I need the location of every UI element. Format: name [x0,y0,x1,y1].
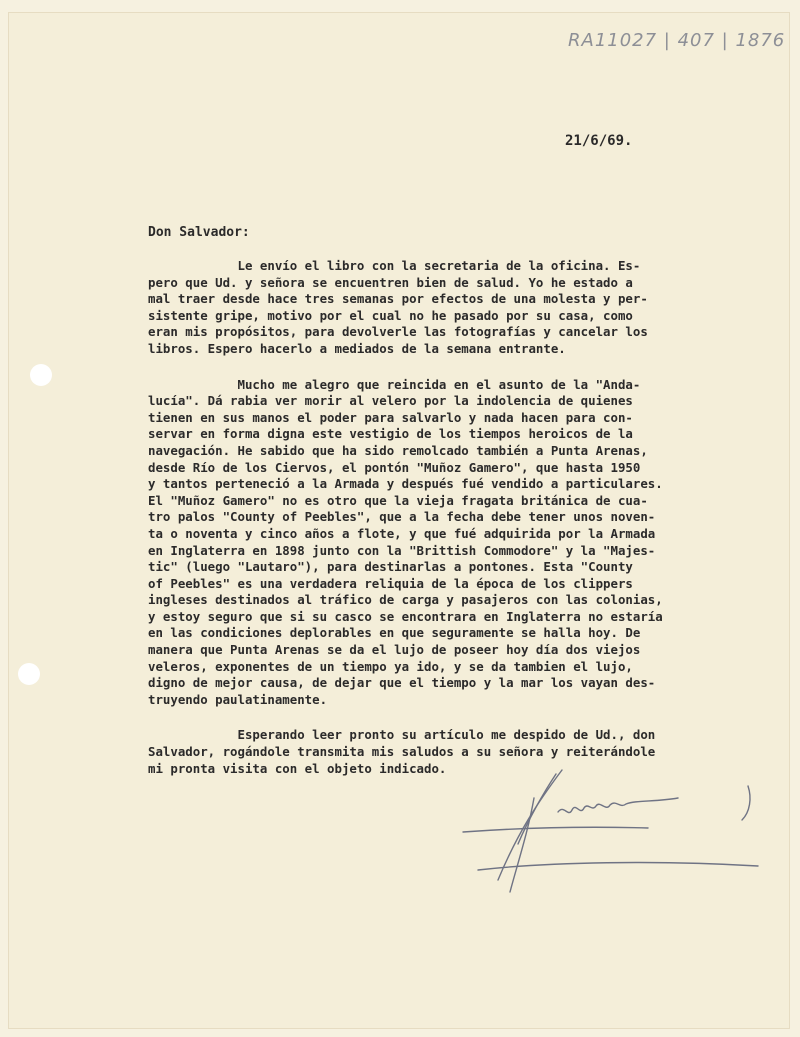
text-line: tienen en sus manos el poder para salvarlo y nada hacen para con- [148,409,633,425]
text-line: sistente gripe, motivo por el cual no he pasado por su casa, como [148,307,633,323]
text-line: of Peebles" es una verdadera reliquia de la época de los clippers [148,575,633,591]
text-line: truyendo paulatinamente. [148,691,328,707]
text-line: en Inglaterra en 1898 junto con la "Brittish Commodore" y la "Majes- [148,542,656,558]
text-line: tro palos "County of Peebles", que a la fecha debe tener unos noven- [148,509,656,525]
body-paragraph [148,258,788,358]
text-line: ta o noventa y cinco años a flote, y que fué adquirida por la Armada [148,525,656,541]
text-line: Esperando leer pronto su artículo me despido de Ud., don [148,727,656,743]
text-line: digno de mejor causa, de dejar que el tiempo y la mar los vayan des- [148,675,656,691]
letter-body [148,258,788,796]
salutation: Don Salvador: [148,225,250,240]
archive-reference: RA11027 | 407 | 1876 [568,30,786,51]
text-line: servar en forma digna este vestigio de los tiempos heroicos de la [148,426,633,442]
text-line: Le envío el libro con la secretaria de la oficina. Es- [148,258,641,273]
text-line: libros. Espero hacerlo a mediados de la semana entrante. [148,340,566,356]
body-paragraph [148,377,788,709]
text-line: y tantos perteneció a la Armada y después fué vendido a particulares. [148,476,663,492]
text-line: desde Río de los Ciervos, el pontón "Muñoz Gamero", que hasta 1950 [148,459,641,475]
letter-date: 21/6/69. [565,133,633,149]
text-line: ingleses destinados al tráfico de carga y pasajeros con las colonias, [148,592,663,608]
text-line: tic" (luego "Lautaro"), para destinarlas a pontones. Esta "County [148,559,633,575]
punch-hole-icon [30,364,52,386]
text-line: mi pronta visita con el objeto indicado. [148,760,447,776]
text-line: eran mis propósitos, para devolverle las fotografías y cancelar los [148,324,648,340]
text-line: en las condiciones deplorables en que seguramente se halla hoy. De [148,625,641,641]
text-line: navegación. He sabido que ha sido remolcado también a Punta Arenas, [148,442,648,458]
text-line: El "Muñoz Gamero" no es otro que la vieja fragata británica de cua- [148,492,648,508]
text-line: pero que Ud. y señora se encuentren bien de salud. Yo he estado a [148,274,633,290]
text-line: manera que Punta Arenas se da el lujo de poseer hoy día dos viejos [148,642,641,658]
text-line: lucía". Dá rabia ver morir al velero por la indolencia de quienes [148,393,633,409]
text-line: Mucho me alegro que reincida en el asunto de la "Anda- [148,376,641,392]
text-line: mal traer desde hace tres semanas por efectos de una molesta y per- [148,291,648,307]
punch-hole-icon [18,663,40,685]
text-line: Salvador, rogándole transmita mis saludos a su señora y reiterándole [148,744,656,760]
letter-page [8,12,790,1029]
text-line: veleros, exponentes de un tiempo ya ido, y se da tambien el lujo, [148,658,633,674]
signature-icon [458,762,778,902]
text-line: y estoy seguro que si su casco se encontrara en Inglaterra no estaría [148,608,663,624]
